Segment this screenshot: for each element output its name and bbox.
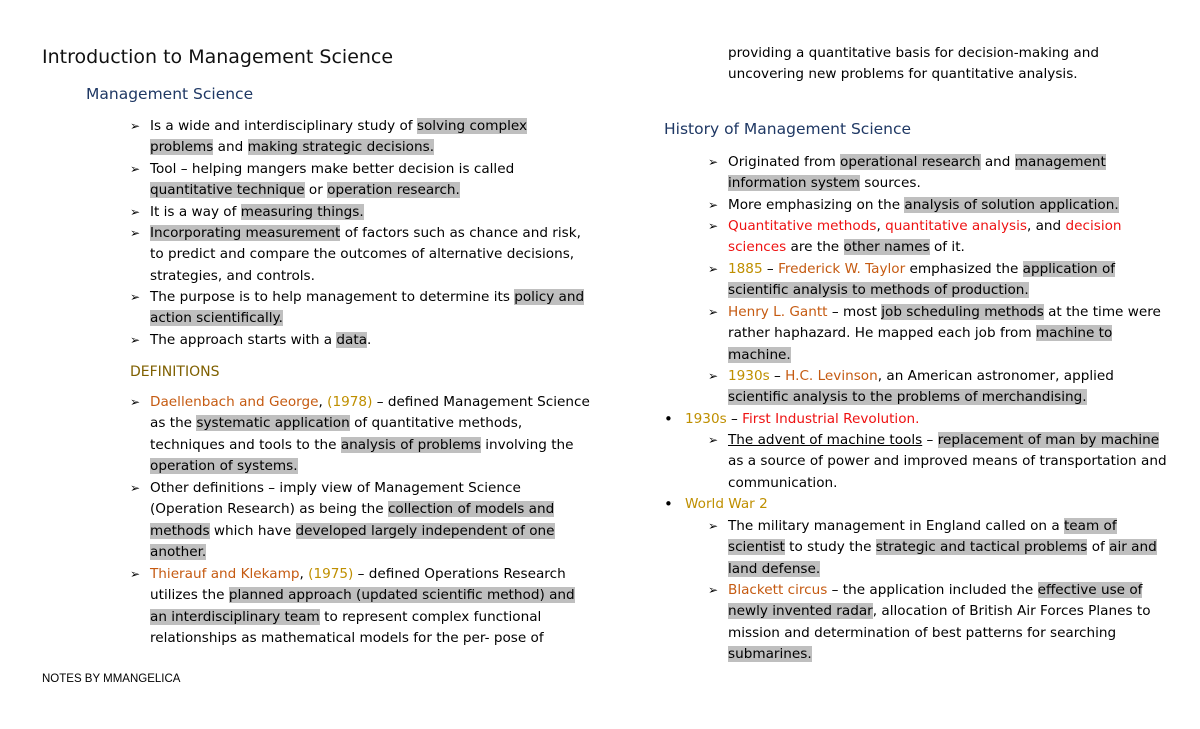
history-heading: History of Management Science <box>664 120 912 138</box>
text-run: techniques and tools to the <box>150 436 341 453</box>
text-run: to study the <box>784 539 876 556</box>
highlighted-text: solving complex <box>416 118 528 134</box>
history-emphasizing <box>728 195 1119 216</box>
history-taylor <box>728 259 1115 302</box>
definition-other <box>150 478 555 564</box>
arrow-bullet-icon: ➢ <box>130 205 141 219</box>
continued-text <box>728 43 1099 86</box>
arrow-bullet-icon: ➢ <box>130 162 141 176</box>
highlighted-text: land defense. <box>728 560 821 577</box>
author-name: Thierauf and Klekamp <box>150 566 300 582</box>
highlighted-text: problems <box>150 139 214 156</box>
arrow-bullet-icon: ➢ <box>708 262 719 276</box>
text-run: – defined Operations Research <box>353 566 566 582</box>
text-run: and <box>213 139 248 156</box>
highlighted-text: data <box>336 332 368 348</box>
text-run: at the time were <box>1043 304 1161 320</box>
person-name: Henry L. Gantt <box>728 304 828 320</box>
text-run: rather haphazard. He mapped each job from <box>728 325 1036 342</box>
text-run: as a source of power and improved means of transportation and <box>728 453 1167 470</box>
arrow-bullet-icon: ➢ <box>130 119 141 133</box>
text-run: (Operation Research) as being the <box>150 501 388 518</box>
year-label: 1930s <box>728 368 770 384</box>
text-run: of quantitative methods, <box>349 415 523 432</box>
text-run: – <box>762 261 779 277</box>
text-run: It is a way of <box>150 204 241 220</box>
text-run: to predict and compare the outcomes of alternative decisions, <box>150 246 575 263</box>
definitions-heading: DEFINITIONS <box>130 364 220 380</box>
text-run: uncovering new problems for quantitative analysis. <box>728 66 1078 83</box>
text-run: providing a quantitative basis for decision-making and <box>728 45 1100 61</box>
text-run: mission and determination of best patterns for searching <box>728 624 1117 641</box>
highlighted-text: methods <box>150 522 210 539</box>
text-run: . <box>367 332 372 348</box>
arrow-bullet-icon: ➢ <box>708 219 719 233</box>
text-run: or <box>304 182 328 199</box>
text-run: – <box>726 411 743 427</box>
definition-daellenbach-george <box>150 392 590 478</box>
text-run: sources. <box>859 175 921 192</box>
person-name: Frederick W. Taylor <box>778 261 906 277</box>
highlighted-text: scientific analysis to the problems of merchandising. <box>728 389 1087 406</box>
dot-bullet-icon: • <box>664 495 673 513</box>
highlighted-text: planned approach (updated scientific method) and <box>228 587 575 604</box>
bullet-approach <box>150 330 371 351</box>
highlighted-text: quantitative technique <box>150 182 305 199</box>
highlighted-text: analysis of solution application. <box>904 197 1119 213</box>
text-run: which have <box>209 522 296 539</box>
bullet-tool <box>150 159 514 202</box>
text-run: The military management in England called on a <box>728 518 1064 534</box>
text-run: – the application included the <box>827 582 1038 598</box>
text-run: communication. <box>728 474 838 491</box>
history-military-management <box>728 516 1157 580</box>
highlighted-text: machine. <box>728 346 791 363</box>
highlighted-text: strategic and tactical problems <box>875 539 1088 556</box>
text-run: relationships as mathematical models for the per- pose of <box>150 630 544 647</box>
arrow-bullet-icon: ➢ <box>708 583 719 597</box>
text-run: – <box>922 432 938 448</box>
arrow-bullet-icon: ➢ <box>708 519 719 533</box>
history-blackett-circus <box>728 580 1151 666</box>
history-machine-tools <box>728 430 1167 494</box>
person-name: Blackett circus <box>728 582 828 598</box>
text-run: , <box>876 218 886 234</box>
red-term: Quantitative methods <box>728 218 877 234</box>
arrow-bullet-icon: ➢ <box>130 290 141 304</box>
text-run: and <box>980 154 1015 170</box>
history-industrial-revolution <box>685 409 919 430</box>
dot-bullet-icon: • <box>664 410 673 428</box>
arrow-bullet-icon: ➢ <box>708 198 719 212</box>
text-run: – defined Management Science <box>372 394 590 410</box>
highlighted-text: operational research <box>840 154 981 170</box>
highlighted-text: operation research. <box>327 182 460 199</box>
year-label: 1885 <box>728 261 763 277</box>
text-run: , allocation of British Air Forces Planes to <box>872 603 1151 620</box>
footer-note: NOTES BY MMANGELICA <box>42 673 181 685</box>
text-run: The purpose is to help management to determine its <box>150 289 515 305</box>
document-title: Introduction to Management Science <box>42 46 394 68</box>
text-run: as the <box>150 415 197 432</box>
year-label: (1978) <box>327 394 373 410</box>
highlighted-text: another. <box>150 544 207 561</box>
highlighted-text: job scheduling methods <box>881 304 1044 320</box>
text-run: , and <box>1026 218 1066 234</box>
highlighted-text: analysis of problems <box>340 436 481 453</box>
highlighted-text: management <box>1014 154 1106 170</box>
arrow-bullet-icon: ➢ <box>130 333 141 347</box>
arrow-bullet-icon: ➢ <box>708 155 719 169</box>
highlighted-text: operation of systems. <box>150 458 298 475</box>
text-run: emphasized the <box>905 261 1023 277</box>
highlighted-text: developed largely independent of one <box>295 522 555 539</box>
highlighted-text: other names <box>843 239 930 256</box>
management-science-heading: Management Science <box>86 85 254 103</box>
highlighted-text: collection of models and <box>387 501 555 518</box>
history-gantt <box>728 302 1161 366</box>
arrow-bullet-icon: ➢ <box>130 481 141 495</box>
text-run: , <box>299 566 309 582</box>
arrow-bullet-icon: ➢ <box>130 226 141 240</box>
arrow-bullet-icon: ➢ <box>130 567 141 581</box>
highlighted-text: making strategic decisions. <box>247 139 435 156</box>
arrow-bullet-icon: ➢ <box>708 305 719 319</box>
highlighted-text: scientific analysis to methods of production. <box>728 282 1029 299</box>
red-term: First Industrial Revolution <box>742 411 916 427</box>
highlighted-text: effective use of <box>1037 582 1143 598</box>
text-run: The approach starts with a <box>150 332 337 348</box>
person-name: H.C. Levinson <box>785 368 878 384</box>
text-run: to represent complex functional <box>319 608 542 625</box>
highlighted-text: systematic application <box>196 415 350 432</box>
highlighted-text: policy and <box>514 289 585 305</box>
text-run: – <box>769 368 786 384</box>
arrow-bullet-icon: ➢ <box>130 395 141 409</box>
highlighted-text: replacement of man by machine <box>937 432 1160 448</box>
red-term: sciences <box>728 239 787 256</box>
text-run: – most <box>827 304 882 320</box>
text-run: strategies, and controls. <box>150 267 315 284</box>
text-run: Is a wide and interdisciplinary study of <box>150 118 417 134</box>
highlighted-text: an interdisciplinary team <box>150 608 320 625</box>
arrow-bullet-icon: ➢ <box>708 433 719 447</box>
text-run: of factors such as chance and risk, <box>340 225 581 241</box>
history-originated <box>728 152 1106 195</box>
history-other-names <box>728 216 1122 259</box>
author-name: Daellenbach and George <box>150 394 319 410</box>
highlighted-text: application of <box>1022 261 1116 277</box>
text-run: Other definitions – imply view of Management Science <box>150 480 521 496</box>
red-term: decision <box>1065 218 1122 234</box>
highlighted-text: measuring things. <box>240 204 364 220</box>
text-run: utilizes the <box>150 587 229 604</box>
text-run: , <box>318 394 328 410</box>
text-run: of it. <box>929 239 965 256</box>
text-run: of <box>1087 539 1110 556</box>
arrow-bullet-icon: ➢ <box>708 369 719 383</box>
highlighted-text: air and <box>1109 539 1157 556</box>
highlighted-text: submarines. <box>728 646 812 663</box>
highlighted-text: machine to <box>1035 325 1113 342</box>
text-run: More emphasizing on the <box>728 197 905 213</box>
highlighted-text: team of <box>1063 518 1117 534</box>
text-run: , an American astronomer, applied <box>877 368 1114 384</box>
bullet-purpose <box>150 287 584 330</box>
highlighted-text: newly invented radar <box>728 603 873 620</box>
bullet-interdisciplinary-study <box>150 116 527 159</box>
year-label: 1930s <box>685 411 727 427</box>
underlined-text: The advent of machine tools <box>728 432 923 448</box>
bullet-measuring-things <box>150 202 364 223</box>
text-run: are the <box>786 239 844 256</box>
highlighted-text: information system <box>728 175 860 192</box>
highlighted-text: action scientifically. <box>150 310 283 327</box>
definition-thierauf-klekamp <box>150 564 575 650</box>
bullet-incorporating-measurement <box>150 223 581 287</box>
history-levinson <box>728 366 1114 409</box>
text-run: Originated from <box>728 154 841 170</box>
red-term: quantitative analysis <box>885 218 1027 234</box>
highlighted-text: scientist <box>728 539 785 556</box>
highlighted-text: Incorporating measurement <box>150 225 341 241</box>
text-run: Tool – helping mangers make better decision is called <box>150 161 515 177</box>
text-run: involving the <box>480 436 574 453</box>
red-term: . <box>915 411 920 427</box>
year-label: World War 2 <box>685 496 768 512</box>
history-world-war-2 <box>685 494 768 515</box>
year-label: (1975) <box>308 566 354 582</box>
